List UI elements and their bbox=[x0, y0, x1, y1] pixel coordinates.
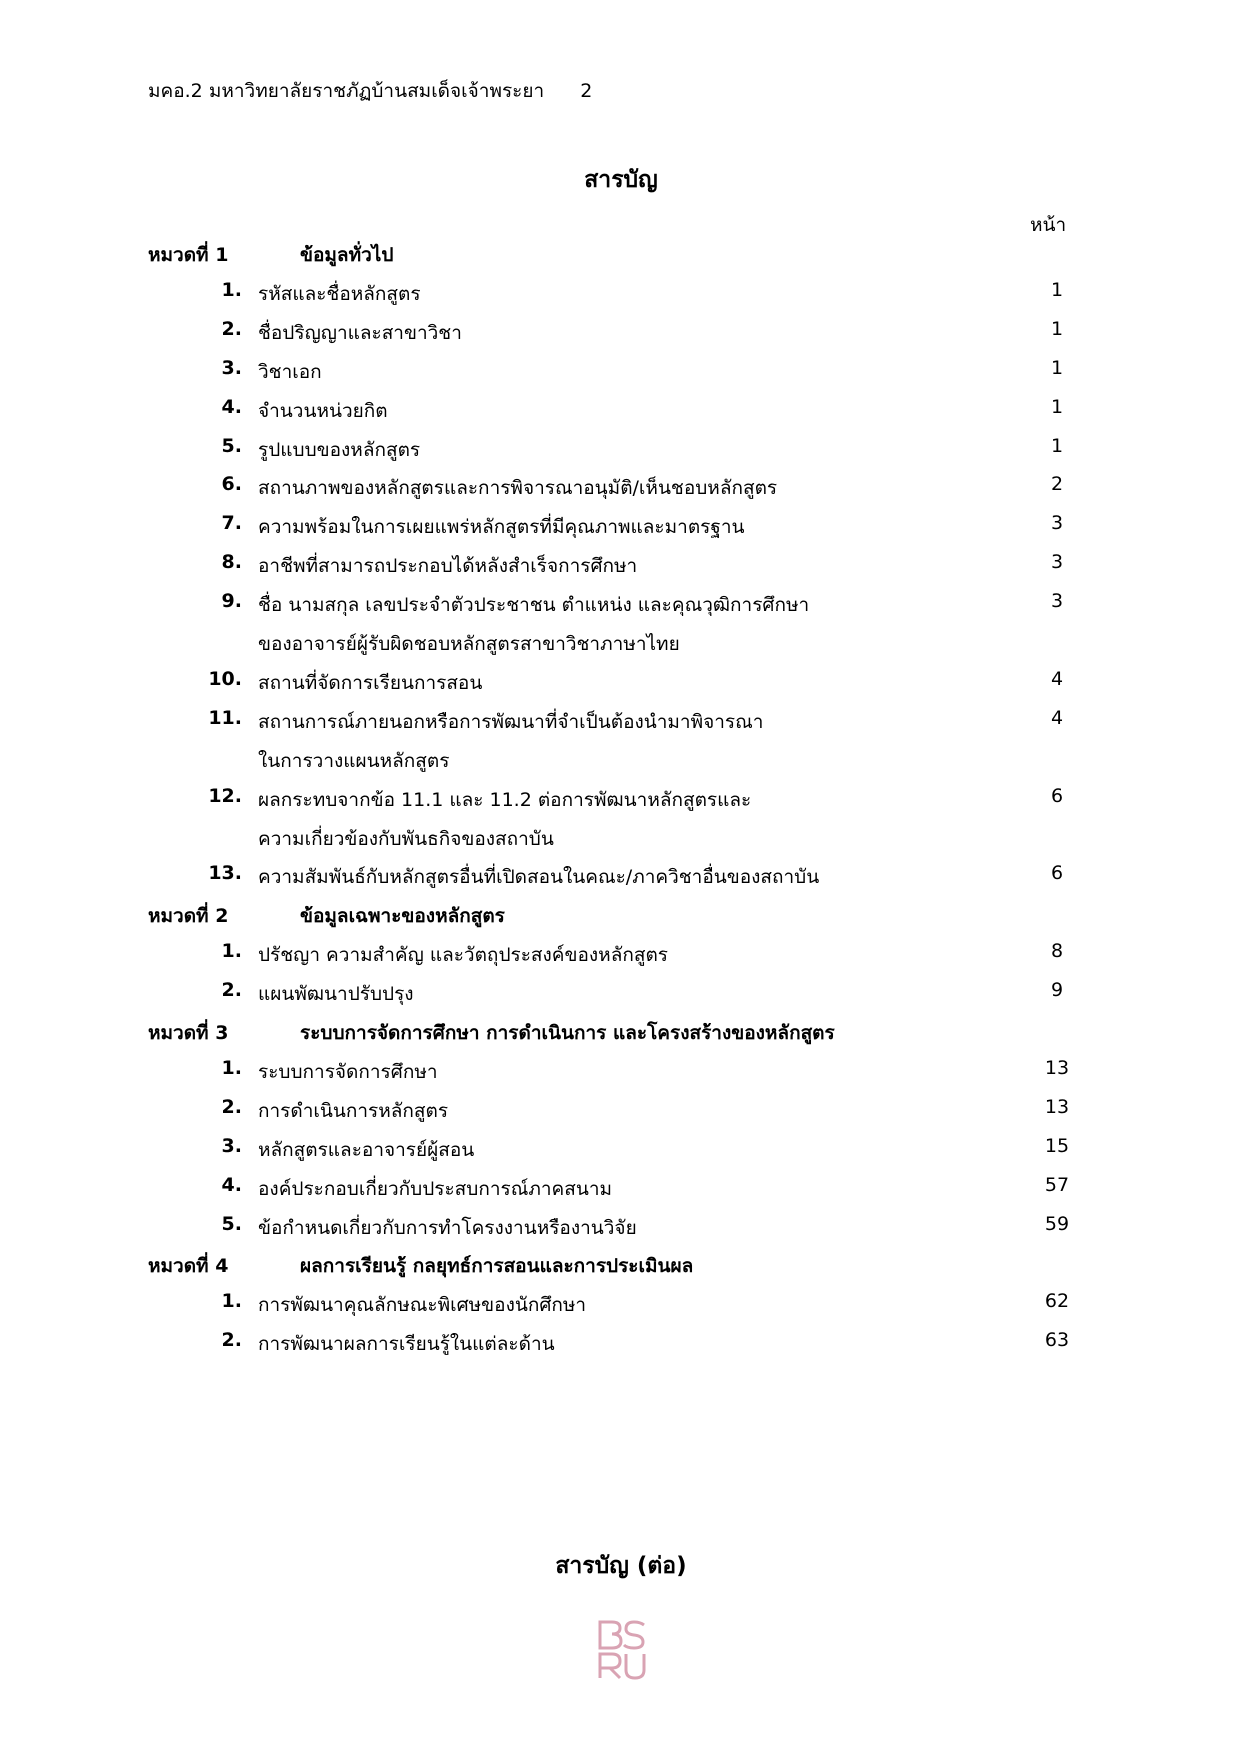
item-number: 11. bbox=[208, 706, 242, 729]
chapter-number: หมวดที่ 2 bbox=[148, 905, 229, 928]
item-text: จำนวนหน่วยกิต bbox=[258, 399, 388, 422]
item-number: 2. bbox=[221, 1095, 242, 1118]
item-text: ความเกี่ยวข้องกับพันธกิจของสถาบัน bbox=[258, 827, 554, 850]
item-text: ข้อกำหนดเกี่ยวกับการทำโครงงานหรืองานวิจัย bbox=[258, 1216, 637, 1239]
header-text: มคอ.2 มหาวิทยาลัยราชภัฏบ้านสมเด็จเจ้าพระยา bbox=[148, 80, 545, 102]
item-page-number: 6 bbox=[1050, 784, 1064, 807]
item-page-number: 4 bbox=[1050, 667, 1064, 690]
item-page-number: 4 bbox=[1050, 706, 1064, 729]
item-page-number: 3 bbox=[1050, 590, 1064, 613]
toc-item-row bbox=[0, 582, 1242, 622]
toc-item-row bbox=[0, 1127, 1242, 1167]
item-text: ชื่อปริญญาและสาขาวิชา bbox=[258, 321, 462, 344]
item-page-number: 1 bbox=[1050, 395, 1064, 418]
item-number: 8. bbox=[221, 551, 242, 574]
item-page-number: 3 bbox=[1050, 551, 1064, 574]
toc-item-row bbox=[0, 465, 1242, 505]
item-text: ระบบการจัดการศึกษา bbox=[258, 1060, 438, 1083]
item-text: การพัฒนาคุณลักษณะพิเศษของนักศึกษา bbox=[258, 1294, 587, 1317]
item-page-number: 3 bbox=[1050, 512, 1064, 535]
item-number: 4. bbox=[221, 1173, 242, 1196]
item-text: ปรัชญา ความสำคัญ และวัตถุประสงค์ของหลักสูตร bbox=[258, 944, 668, 967]
toc-chapter-row bbox=[0, 1243, 1242, 1283]
item-number: 3. bbox=[221, 356, 242, 379]
toc-item-row bbox=[0, 504, 1242, 544]
toc-item-row bbox=[0, 971, 1242, 1011]
item-text: วิชาเอก bbox=[258, 360, 322, 383]
item-page-number: 2 bbox=[1050, 473, 1064, 496]
toc-item-row bbox=[0, 388, 1242, 428]
item-number: 6. bbox=[221, 473, 242, 496]
toc-chapter-row bbox=[0, 232, 1242, 272]
item-page-number: 9 bbox=[1050, 979, 1064, 1002]
page-header bbox=[148, 76, 592, 106]
item-number: 7. bbox=[221, 512, 242, 535]
item-number: 12. bbox=[208, 784, 242, 807]
chapter-title: ข้อมูลทั่วไป bbox=[300, 244, 394, 266]
chapter-number: หมวดที่ 3 bbox=[148, 1022, 229, 1044]
toc-item-row bbox=[0, 738, 1242, 778]
item-number: 1. bbox=[221, 1290, 242, 1313]
toc-chapter-row bbox=[0, 893, 1242, 933]
toc-continued-title: สารบัญ (ต่อ) bbox=[555, 1553, 687, 1579]
item-text: ความสัมพันธ์กับหลักสูตรอื่นที่เปิดสอนในคณะ/ภาควิชาอื่นของสถาบัน bbox=[258, 866, 820, 889]
item-number: 5. bbox=[221, 434, 242, 457]
header-page-number: 2 bbox=[580, 80, 593, 102]
item-text: สถานที่จัดการเรียนการสอน bbox=[258, 671, 483, 694]
item-page-number: 1 bbox=[1050, 278, 1064, 301]
toc-item-row bbox=[0, 816, 1242, 856]
item-text: การพัฒนาผลการเรียนรู้ในแต่ละด้าน bbox=[258, 1333, 555, 1356]
bsru-logo-watermark bbox=[594, 1618, 650, 1682]
item-page-number: 1 bbox=[1050, 317, 1064, 340]
item-text: ชื่อ นามสกุล เลขประจำตัวประชาชน ตำแหน่ง และคุณวุฒิการศึกษา bbox=[258, 594, 810, 617]
item-number: 1. bbox=[221, 278, 242, 301]
chapter-title: ระบบการจัดการศึกษา การดำเนินการ และโครงสร้างของหลักสูตร bbox=[300, 1022, 835, 1044]
item-text: ของอาจารย์ผู้รับผิดชอบหลักสูตรสาขาวิชาภาษาไทย bbox=[258, 633, 680, 655]
toc-item-row bbox=[0, 1049, 1242, 1089]
toc-item-row bbox=[0, 699, 1242, 739]
item-text: รหัสและชื่อหลักสูตร bbox=[258, 282, 421, 305]
item-page-number: 1 bbox=[1050, 434, 1064, 457]
item-number: 1. bbox=[221, 940, 242, 963]
chapter-number: หมวดที่ 4 bbox=[148, 1255, 229, 1278]
item-text: องค์ประกอบเกี่ยวกับประสบการณ์ภาคสนาม bbox=[258, 1177, 613, 1200]
item-page-number: 6 bbox=[1050, 862, 1064, 885]
chapter-number: หมวดที่ 1 bbox=[148, 244, 229, 266]
toc-item-row bbox=[0, 621, 1242, 661]
toc-item-row bbox=[0, 543, 1242, 583]
item-number: 1. bbox=[221, 1056, 242, 1079]
item-text: รูปแบบของหลักสูตร bbox=[258, 438, 421, 461]
item-page-number: 62 bbox=[1044, 1290, 1070, 1313]
item-page-number: 15 bbox=[1044, 1134, 1070, 1157]
item-number: 10. bbox=[208, 667, 242, 690]
toc-item-row bbox=[0, 1166, 1242, 1206]
item-text: หลักสูตรและอาจารย์ผู้สอน bbox=[258, 1138, 475, 1161]
item-text: ในการวางแผนหลักสูตร bbox=[258, 749, 450, 772]
chapter-title: ผลการเรียนรู้ กลยุทธ์การสอนและการประเมินผล bbox=[300, 1255, 694, 1278]
item-text: ผลกระทบจากข้อ 11.1 และ 11.2 ต่อการพัฒนาหลักสูตรและ bbox=[258, 788, 752, 811]
toc-item-row bbox=[0, 1282, 1242, 1322]
item-page-number: 1 bbox=[1050, 356, 1064, 379]
item-number: 3. bbox=[221, 1134, 242, 1157]
toc-item-row bbox=[0, 777, 1242, 817]
item-text: ความพร้อมในการเผยแพร่หลักสูตรที่มีคุณภาพและมาตรฐาน bbox=[258, 516, 745, 539]
item-page-number: 8 bbox=[1050, 940, 1064, 963]
toc-item-row bbox=[0, 1321, 1242, 1361]
item-number: 2. bbox=[221, 1329, 242, 1352]
toc-item-row bbox=[0, 932, 1242, 972]
toc-item-row bbox=[0, 854, 1242, 894]
toc-item-row bbox=[0, 349, 1242, 389]
toc-item-row bbox=[0, 1205, 1242, 1245]
item-number: 2. bbox=[221, 979, 242, 1002]
toc-chapter-row bbox=[0, 1010, 1242, 1050]
toc-item-row bbox=[0, 660, 1242, 700]
toc-item-row bbox=[0, 427, 1242, 467]
item-page-number: 57 bbox=[1044, 1173, 1070, 1196]
item-text: การดำเนินการหลักสูตร bbox=[258, 1099, 449, 1122]
item-page-number: 13 bbox=[1044, 1056, 1070, 1079]
item-text: อาชีพที่สามารถประกอบได้หลังสำเร็จการศึกษา bbox=[258, 555, 638, 578]
item-number: 13. bbox=[208, 862, 242, 885]
item-number: 5. bbox=[221, 1212, 242, 1235]
item-number: 9. bbox=[221, 590, 242, 613]
toc-item-row bbox=[0, 271, 1242, 311]
item-number: 4. bbox=[221, 395, 242, 418]
page-column-label: หน้า bbox=[1030, 214, 1067, 236]
item-page-number: 13 bbox=[1044, 1095, 1070, 1118]
toc-item-row bbox=[0, 1088, 1242, 1128]
toc-item-row bbox=[0, 310, 1242, 350]
item-page-number: 59 bbox=[1044, 1212, 1070, 1235]
item-page-number: 63 bbox=[1044, 1329, 1070, 1352]
item-text: สถานการณ์ภายนอกหรือการพัฒนาที่จำเป็นต้องนำมาพิจารณา bbox=[258, 710, 764, 733]
item-text: สถานภาพของหลักสูตรและการพิจารณาอนุมัติ/เห็นชอบหลักสูตร bbox=[258, 477, 778, 500]
item-number: 2. bbox=[221, 317, 242, 340]
chapter-title: ข้อมูลเฉพาะของหลักสูตร bbox=[300, 905, 505, 928]
toc-title: สารบัญ bbox=[584, 167, 658, 193]
item-text: แผนพัฒนาปรับปรุง bbox=[258, 983, 414, 1006]
